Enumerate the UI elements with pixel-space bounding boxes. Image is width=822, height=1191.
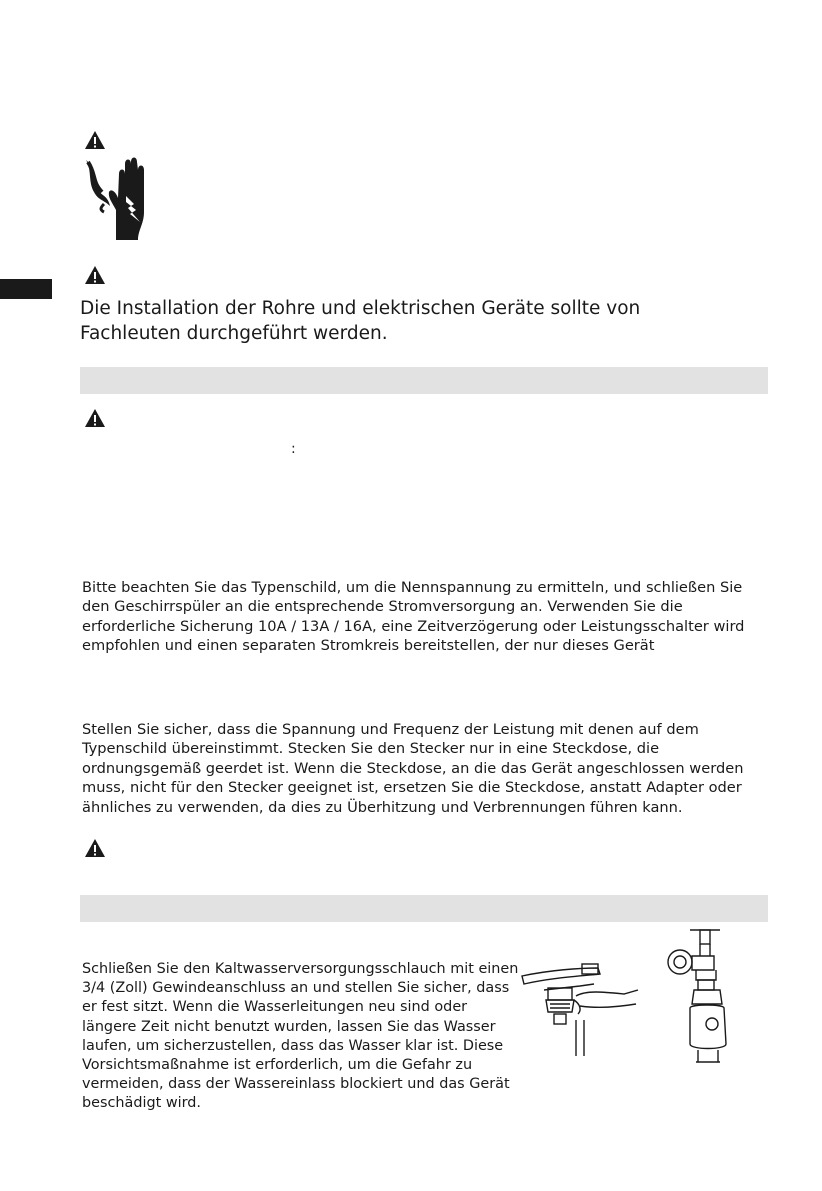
warning-triangle-icon [84,130,106,150]
side-tab-marker [0,279,52,299]
warning-triangle-icon [84,265,106,285]
warning-triangle-icon [84,838,106,858]
installation-lead-text: Die Installation der Rohre und elektrischen Geräte sollte von Fachleuten durchgeführt werden. [80,298,641,344]
section-header-band-electrical [80,367,768,394]
section-header-band-water [80,895,768,922]
stray-colon: : [291,441,296,457]
wall-tap-filter-illustration [660,926,750,1072]
warning-triangle-icon [84,408,106,428]
electric-shock-hand-icon [82,152,154,244]
faucet-hose-connection-illustration [520,960,650,1060]
paragraph-voltage-socket: Stellen Sie sicher, dass die Spannung und Frequenz der Leistung mit denen auf dem Typenschild übereinstimmt. Stecken Sie den Stecker nur in eine Steckdose, die ordnungsgemäß geerdet ist. Wenn die Steckdose, an die das Gerät angeschlossen werden muss, nicht für den Stecker geeignet ist, ersetzen Sie die Steckdose, anstatt Adapter oder ähnliches zu verwenden, da dies zu Überhitzung und Verbrennungen führen kann. [82,721,744,816]
paragraph-water-connection: Schließen Sie den Kaltwasserversorgungsschlauch mit einen 3/4 (Zoll) Gewindeanschluss an und stellen Sie sicher, dass er fest sitzt. Wenn die Wasserleitungen neu sind oder längere Zeit nicht benutzt wurden, lassen Sie das Wasser laufen, um sicherzustellen, dass das Wasser klar ist. Diese Vorsichtsmaßnahme ist erforderlich, um die Gefahr zu vermeiden, dass der Wassereinlass blockiert und das Gerät beschädigt wird. [82,961,519,1112]
paragraph-rating-plate: Bitte beachten Sie das Typenschild, um die Nennspannung zu ermitteln, und schließen Sie den Geschirrspüler an die entsprechende Stromversorgung an. Verwenden Sie die erforderliche Sicherung 10A / 13A / 16A, eine Zeitverzögerung oder Leistungsschalter wird empfohlen und einen separaten Stromkreis bereitstellen, der nur dieses Gerät [82,579,745,655]
